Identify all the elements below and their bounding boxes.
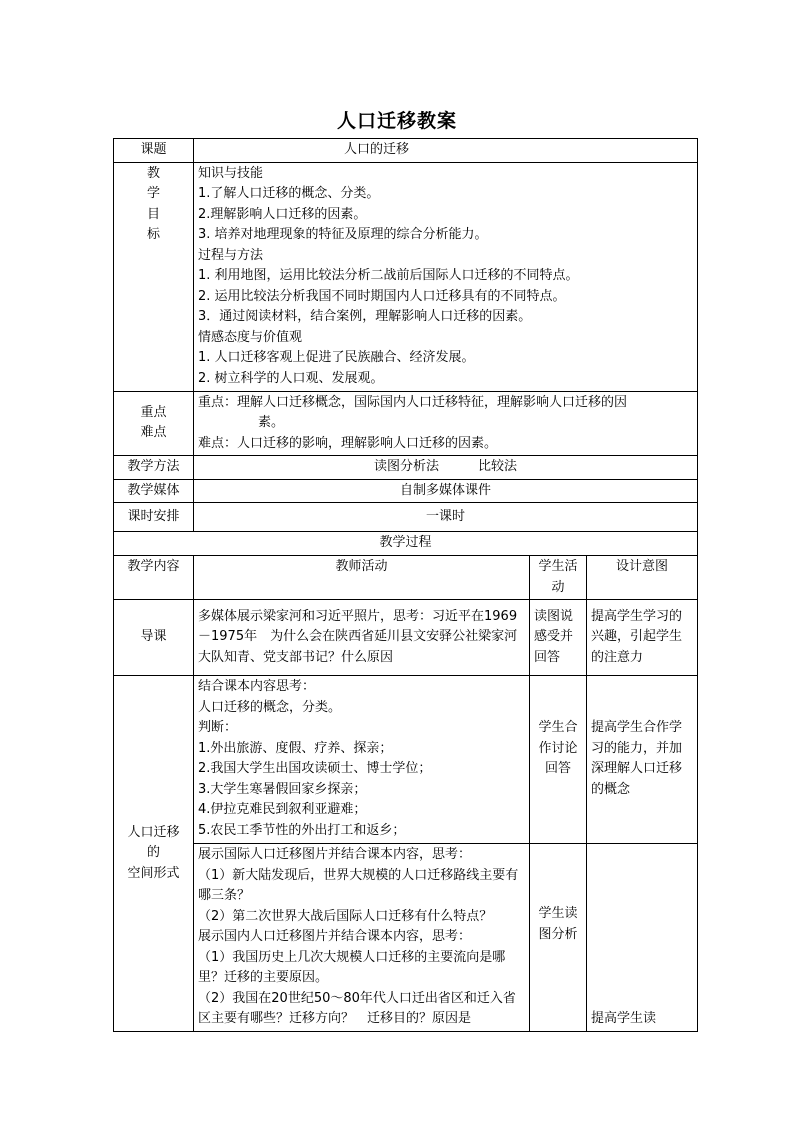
teacher-line: （1）新大陆发现后，世界大规模的人口迁移路线主要有哪三条？ <box>198 867 519 903</box>
teacher-line: 人口迁移的概念，分类。 <box>198 699 342 715</box>
key-point-line-cont: 素。 <box>258 415 285 430</box>
media-label: 教学媒体 <box>114 479 194 503</box>
objective-line: 2.理解影响人口迁移的因素。 <box>198 206 367 222</box>
teacher-line: 结合课本内容思考： <box>198 679 316 694</box>
intro-teacher: 多媒体展示梁家河和习近平照片，思考：习近平在1969－1975年 为什么会在陕西省延川县文安驿公社梁家河大队知青、党支部书记？什么原因 <box>194 600 530 676</box>
teacher-line: （2）我国在20世纪50～80年代人口迁出省区和迁入省区主要有哪些？迁移方向？ 迁移目的？原因是 <box>198 990 516 1026</box>
objectives-content <box>194 162 698 391</box>
section2-row2-student: 学生读图分析 <box>530 844 587 1032</box>
column-header: 设计意图 <box>587 556 698 600</box>
schedule-label: 课时安排 <box>114 503 194 532</box>
section2-row1-intent: 提高学生合作学习的能力，并加深理解人口迁移的概念 <box>587 676 698 844</box>
objective-line: 1. 人口迁移客观上促进了民族融合、经济发展。 <box>198 350 475 365</box>
key-points-label <box>114 391 194 456</box>
teacher-line: 展示国内人口迁移图片并结合课本内容，思考： <box>198 929 472 944</box>
teacher-line: 5.农民工季节性的外出打工和返乡； <box>198 822 406 838</box>
lesson-label: 课题 <box>114 139 194 163</box>
section2-row1-teacher <box>194 676 530 844</box>
section2-content-line: 空间形式 <box>127 865 180 881</box>
method-label: 教学方法 <box>114 456 194 480</box>
section2-content-line: 的 <box>146 845 160 860</box>
objective-line: 3. 培养对地理现象的特征及原理的综合分析能力。 <box>198 227 488 242</box>
column-header: 教学内容 <box>114 556 194 600</box>
objectives-label <box>114 162 194 391</box>
media-value: 自制多媒体课件 <box>194 479 698 503</box>
intro-content: 导课 <box>114 600 194 676</box>
objective-line: 1. 利用地图，运用比较法分析二战前后国际人口迁移的不同特点。 <box>198 268 579 283</box>
objective-line: 过程与方法 <box>198 247 264 263</box>
teacher-line: （1）我国历史上几次大规模人口迁移的主要流向是哪里？迁移的主要原因。 <box>198 949 506 985</box>
key-point-line: 重点：理解人口迁移概念，国际国内人口迁移特征，理解影响人口迁移的因 <box>198 394 628 410</box>
objective-line: 2. 运用比较法分析我国不同时期国内人口迁移具有的不同特点。 <box>198 288 566 304</box>
objective-line: 2. 树立科学的人口观、发展观。 <box>198 370 384 386</box>
intro-student: 读图说感受并回答 <box>530 600 587 676</box>
teacher-line: 2.我国大学生出国攻读硕士、博士学位； <box>198 761 432 776</box>
column-header: 教师活动 <box>194 556 530 600</box>
objective-line: 情感态度与价值观 <box>198 329 303 345</box>
method-value: 读图分析法 比较法 <box>194 456 698 480</box>
teacher-line: 3.大学生寒暑假回家乡探亲； <box>198 781 367 797</box>
section2-row2-intent: 提高学生读 <box>587 844 698 1032</box>
key-points-content <box>194 391 698 456</box>
teacher-line: 判断： <box>198 720 238 735</box>
objective-line: 知识与技能 <box>198 165 264 181</box>
difficult-label: 难点 <box>140 425 167 441</box>
objectives-label-char: 教 <box>146 165 160 181</box>
column-header: 学生活动 <box>530 556 587 600</box>
lesson-plan-table <box>113 138 698 1032</box>
section2-row1-student: 学生合作讨论回答 <box>530 676 587 844</box>
teacher-line: 4.伊拉克难民到叙利亚避难； <box>198 802 367 817</box>
objective-line: 3．通过阅读材料，结合案例，理解影响人口迁移的因素。 <box>198 309 532 324</box>
teacher-line: 展示国际人口迁移图片并结合课本内容，思考： <box>198 847 472 862</box>
page-title: 人口迁移教案 <box>336 110 457 132</box>
lesson-value: 人口的迁移 <box>194 139 698 163</box>
section2-content-line: 人口迁移 <box>127 824 180 840</box>
objectives-label-char: 目 <box>146 206 160 222</box>
section2-row2-teacher <box>194 844 530 1032</box>
objectives-label-char: 学 <box>146 186 160 201</box>
process-heading: 教学过程 <box>114 532 698 556</box>
section2-content <box>114 676 194 1032</box>
teacher-line: （2）第二次世界大战后国际人口迁移有什么特点？ <box>198 908 493 924</box>
teacher-line: 1.外出旅游、度假、疗养、探亲； <box>198 740 393 756</box>
objective-line: 1.了解人口迁移的概念、分类。 <box>198 186 380 201</box>
schedule-value: 一课时 <box>194 503 698 532</box>
intro-intent: 提高学生学习的兴趣，引起学生的注意力 <box>587 600 698 676</box>
difficult-point-line: 难点：人口迁移的影响，理解影响人口迁移的因素。 <box>198 435 498 451</box>
key-label: 重点 <box>140 404 167 420</box>
objectives-label-char: 标 <box>146 227 160 242</box>
